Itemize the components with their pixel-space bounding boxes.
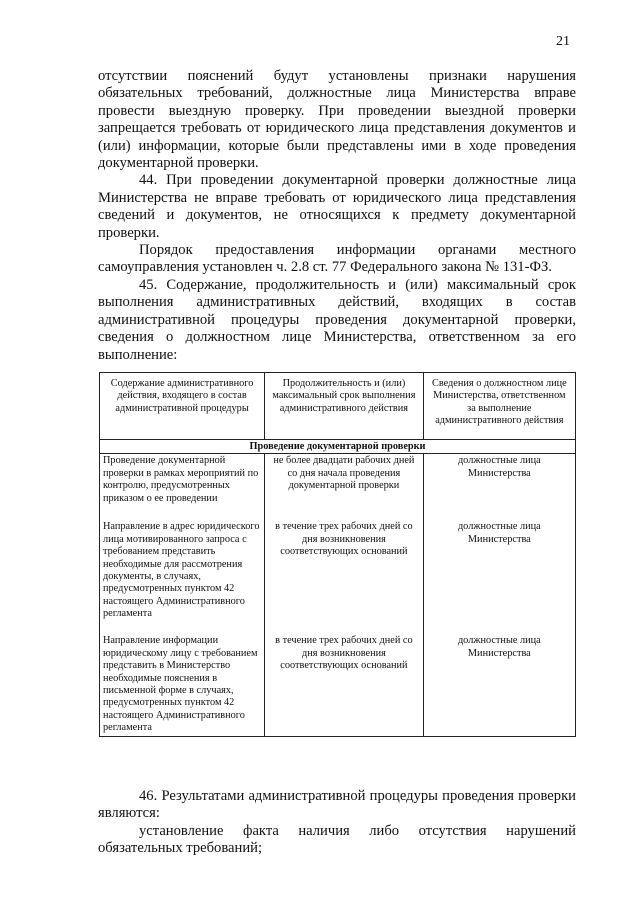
- cell-action: Направление информации юридическому лицу с требованием представить в Министерство необходимые пояснения в письменной форме в случаях, предусмотренных пунктом 42 настоящего Административного регламента: [100, 634, 265, 737]
- body-text-top: [98, 68, 576, 364]
- header-responsible: Сведения о должностном лице Министерства, ответственном за выполнение административного действия: [423, 373, 575, 440]
- table-row: [100, 454, 576, 521]
- paragraph-result-item: установление факта наличия либо отсутствия нарушений обязательных требований;: [98, 822, 576, 857]
- table-row: [100, 520, 576, 634]
- paragraph-44: 44. При проведении документарной проверки должностные лица Министерства не вправе требовать от юридического лица представления сведений и документов, не относящихся к предмету документарной проверки.: [98, 172, 576, 241]
- paragraph-46: 46. Результатами административной процедуры проведения проверки являются:: [98, 788, 576, 822]
- cell-responsible: должностные лица Министерства: [423, 454, 575, 521]
- procedure-table: [99, 372, 576, 737]
- header-action-content: Содержание административного действия, входящего в состав административной процедуры: [100, 373, 265, 440]
- cell-action: Проведение документарной проверки в рамках мероприятий по контролю, предусмотренных приказом о ее проведении: [100, 454, 265, 521]
- cell-duration: не более двадцати рабочих дней со дня начала проведения документарной проверки: [265, 454, 424, 521]
- paragraph-procedure-order: Порядок предоставления информации органами местного самоуправления установлен ч. 2.8 ст. 77 Федерального закона № 131-ФЗ.: [98, 242, 576, 276]
- body-text-bottom: [98, 788, 576, 858]
- cell-duration: в течение трех рабочих дней со дня возникновения соответствующих оснований: [265, 634, 424, 737]
- cell-responsible: должностные лица Министерства: [423, 520, 575, 634]
- table-row: [100, 634, 576, 737]
- paragraph-45: 45. Содержание, продолжительность и (или) максимальный срок выполнения административных действий, входящих в состав административной процедуры проведения документарной проверки, сведения о должностном лице Министерства, ответственном за его выполнение:: [98, 276, 576, 363]
- table-header-row: [100, 373, 576, 440]
- header-duration: Продолжительность и (или) максимальный срок выполнения административного действия: [265, 373, 424, 440]
- cell-action: Направление в адрес юридического лица мотивированного запроса с требованием представить необходимые для рассмотрения документы, в случаях, предусмотренных пунктом 42 настоящего Административного регламента: [100, 520, 265, 634]
- cell-duration: в течение трех рабочих дней со дня возникновения соответствующих оснований: [265, 520, 424, 634]
- table-section-row: [100, 440, 576, 454]
- cell-responsible: должностные лица Министерства: [423, 634, 575, 737]
- paragraph-continuation: отсутствии пояснений будут установлены признаки нарушения обязательных требований, должностные лица Министерства вправе провести выездную проверку. При проведении выездной проверки запрещается требовать от юридического лица представления документов и (или) информации, которые были представлены ими в ходе проведения документарной проверки.: [98, 68, 576, 172]
- section-title: Проведение документарной проверки: [100, 440, 576, 454]
- page-number: 21: [556, 34, 570, 49]
